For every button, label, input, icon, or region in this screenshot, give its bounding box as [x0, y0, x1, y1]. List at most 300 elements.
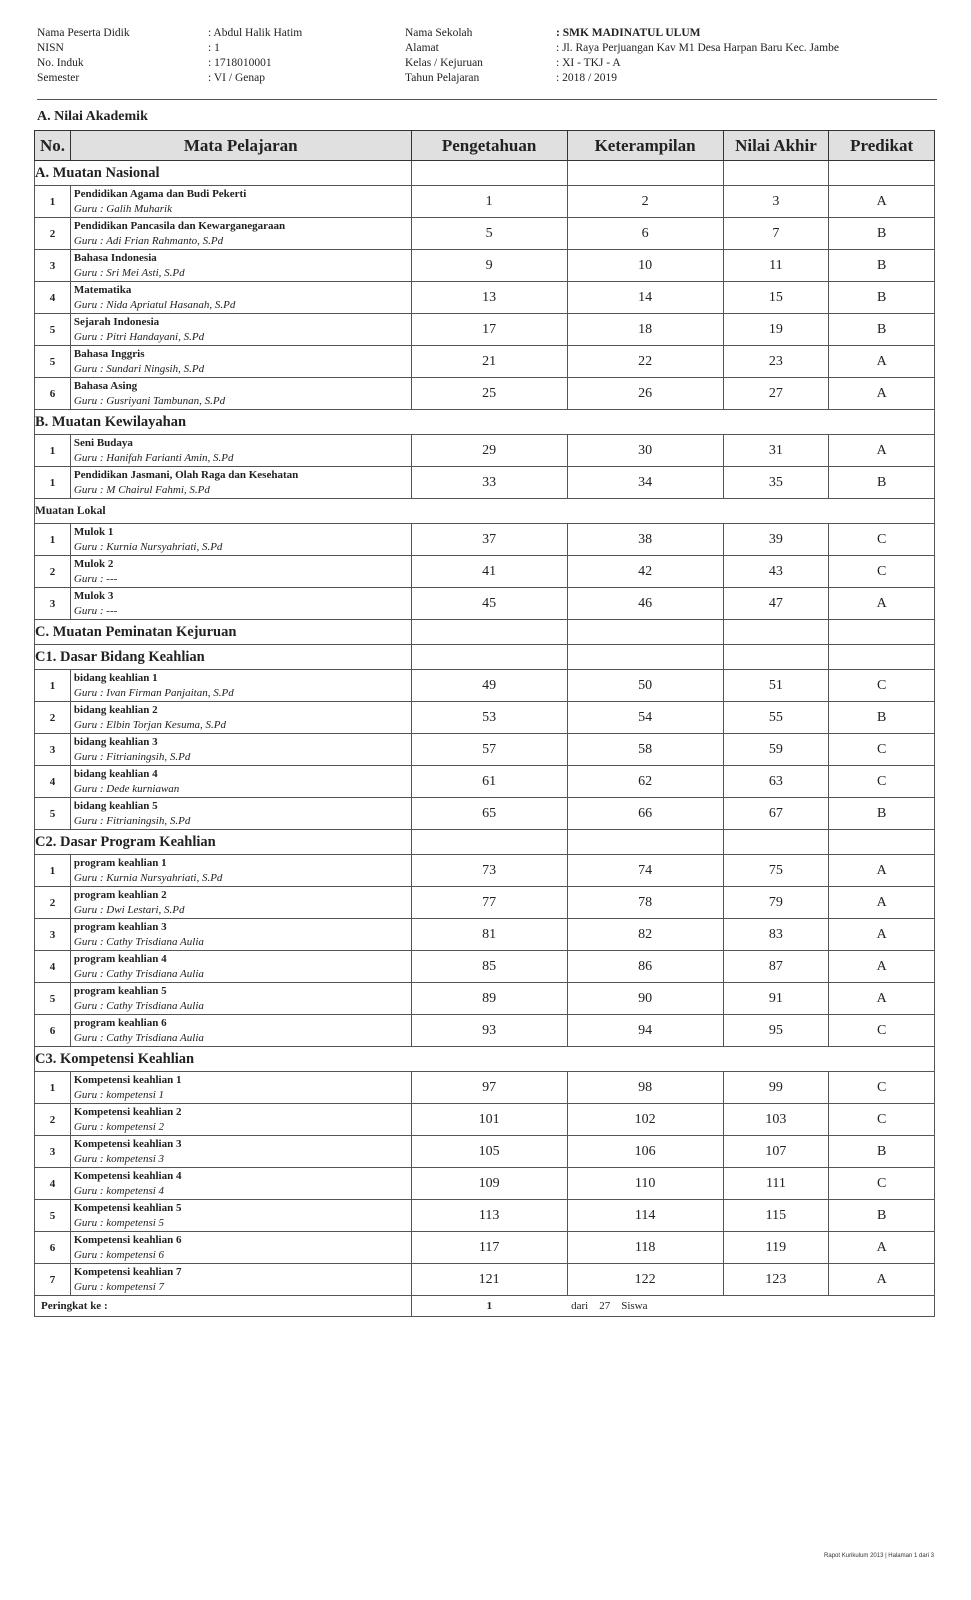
label-nama-peserta: Nama Peserta Didik	[37, 27, 130, 39]
predikat-grade: A	[829, 1232, 935, 1264]
score-nilai-akhir: 111	[723, 1168, 829, 1200]
subject-name: Pendidikan Agama dan Budi Pekerti	[73, 187, 247, 200]
subject-cell	[70, 1200, 411, 1232]
score-pengetahuan: 109	[411, 1168, 567, 1200]
score-keterampilan: 86	[567, 951, 723, 983]
table-row	[35, 1168, 935, 1200]
header-right-labels	[405, 26, 483, 86]
score-keterampilan: 2	[567, 186, 723, 218]
predikat-grade: B	[829, 218, 935, 250]
teacher-name: Guru : kompetensi 2	[73, 1120, 165, 1133]
subject-name: program keahlian 1	[73, 856, 167, 869]
subject-cell	[70, 1015, 411, 1047]
ranking-unit: Siswa	[621, 1300, 648, 1312]
empty-cell	[829, 645, 935, 670]
subject-name: Kompetensi keahlian 6	[73, 1233, 182, 1246]
subject-name: program keahlian 4	[73, 952, 167, 965]
subject-cell	[70, 1168, 411, 1200]
label-tahun: Tahun Pelajaran	[405, 72, 480, 84]
row-number: 6	[35, 378, 71, 410]
score-pengetahuan: 57	[411, 734, 567, 766]
row-number: 6	[35, 1015, 71, 1047]
predikat-grade: C	[829, 1168, 935, 1200]
score-pengetahuan: 25	[411, 378, 567, 410]
col-header-predikat: Predikat	[829, 131, 935, 161]
teacher-name: Guru : Fitrianingsih, S.Pd	[73, 750, 191, 763]
score-nilai-akhir: 35	[723, 467, 829, 499]
table-row	[35, 314, 935, 346]
predikat-grade: C	[829, 1015, 935, 1047]
score-nilai-akhir: 63	[723, 766, 829, 798]
predikat-grade: B	[829, 1200, 935, 1232]
value-nisn: : 1	[208, 42, 220, 54]
subject-name: program keahlian 3	[73, 920, 167, 933]
row-number: 4	[35, 1168, 71, 1200]
score-pengetahuan: 41	[411, 556, 567, 588]
category-label: A. Muatan Nasional	[35, 161, 412, 186]
subject-cell	[70, 702, 411, 734]
subject-name: bidang keahlian 5	[73, 799, 158, 812]
score-keterampilan: 106	[567, 1136, 723, 1168]
subject-cell	[70, 218, 411, 250]
row-number: 3	[35, 250, 71, 282]
teacher-name: Guru : Elbin Torjan Kesuma, S.Pd	[73, 718, 226, 731]
score-keterampilan: 102	[567, 1104, 723, 1136]
table-row	[35, 346, 935, 378]
value-tahun: : 2018 / 2019	[556, 72, 618, 84]
label-nisn: NISN	[37, 42, 64, 54]
row-number: 3	[35, 919, 71, 951]
subject-cell	[70, 1104, 411, 1136]
score-nilai-akhir: 99	[723, 1072, 829, 1104]
score-pengetahuan: 49	[411, 670, 567, 702]
score-pengetahuan: 65	[411, 798, 567, 830]
subject-cell	[70, 1232, 411, 1264]
score-nilai-akhir: 91	[723, 983, 829, 1015]
value-kelas: : XI - TKJ - A	[556, 57, 621, 69]
col-header-pengetahuan: Pengetahuan	[411, 131, 567, 161]
category-label: B. Muatan Kewilayahan	[35, 410, 935, 435]
row-number: 1	[35, 186, 71, 218]
subject-cell	[70, 1072, 411, 1104]
predikat-grade: C	[829, 670, 935, 702]
row-number: 1	[35, 670, 71, 702]
score-keterampilan: 18	[567, 314, 723, 346]
score-keterampilan: 10	[567, 250, 723, 282]
header-right-values	[556, 26, 839, 86]
score-keterampilan: 46	[567, 588, 723, 620]
grades-table	[34, 130, 935, 1317]
score-pengetahuan: 73	[411, 855, 567, 887]
score-pengetahuan: 113	[411, 1200, 567, 1232]
score-pengetahuan: 45	[411, 588, 567, 620]
teacher-name: Guru : Cathy Trisdiana Aulia	[73, 999, 204, 1012]
score-keterampilan: 110	[567, 1168, 723, 1200]
table-row	[35, 798, 935, 830]
subject-name: bidang keahlian 4	[73, 767, 158, 780]
header-divider	[37, 99, 937, 100]
row-number: 1	[35, 435, 71, 467]
score-pengetahuan: 53	[411, 702, 567, 734]
col-header-no: No.	[35, 131, 71, 161]
subject-name: Pendidikan Jasmani, Olah Raga dan Kesehatan	[73, 468, 299, 481]
score-nilai-akhir: 59	[723, 734, 829, 766]
teacher-name: Guru : Dede kurniawan	[73, 782, 180, 795]
predikat-grade: A	[829, 983, 935, 1015]
row-number: 2	[35, 887, 71, 919]
subject-name: program keahlian 5	[73, 984, 167, 997]
subject-name: Pendidikan Pancasila dan Kewarganegaraan	[73, 219, 286, 232]
teacher-name: Guru : ---	[73, 604, 118, 617]
predikat-grade: A	[829, 855, 935, 887]
score-pengetahuan: 97	[411, 1072, 567, 1104]
predikat-grade: C	[829, 556, 935, 588]
score-pengetahuan: 17	[411, 314, 567, 346]
score-nilai-akhir: 83	[723, 919, 829, 951]
subject-name: Mulok 3	[73, 589, 114, 602]
empty-cell	[829, 830, 935, 855]
score-pengetahuan: 85	[411, 951, 567, 983]
score-pengetahuan: 61	[411, 766, 567, 798]
row-number: 4	[35, 951, 71, 983]
table-row	[35, 1232, 935, 1264]
ranking-of-total	[567, 1296, 934, 1317]
score-keterampilan: 54	[567, 702, 723, 734]
teacher-name: Guru : Adi Frian Rahmanto, S.Pd	[73, 234, 224, 247]
subject-cell	[70, 346, 411, 378]
teacher-name: Guru : Galih Muharik	[73, 202, 172, 215]
empty-cell	[723, 620, 829, 645]
subject-cell	[70, 766, 411, 798]
score-pengetahuan: 89	[411, 983, 567, 1015]
category-row	[35, 645, 935, 670]
empty-cell	[411, 645, 567, 670]
empty-cell	[411, 830, 567, 855]
predikat-grade: A	[829, 919, 935, 951]
predikat-grade: B	[829, 798, 935, 830]
predikat-grade: B	[829, 282, 935, 314]
ranking-label: Peringkat ke :	[35, 1296, 412, 1317]
score-nilai-akhir: 107	[723, 1136, 829, 1168]
empty-cell	[567, 830, 723, 855]
score-keterampilan: 14	[567, 282, 723, 314]
score-nilai-akhir: 11	[723, 250, 829, 282]
score-keterampilan: 82	[567, 919, 723, 951]
category-row	[35, 161, 935, 186]
predikat-grade: C	[829, 1072, 935, 1104]
row-number: 1	[35, 1072, 71, 1104]
subject-name: Bahasa Inggris	[73, 347, 145, 360]
subject-cell	[70, 1136, 411, 1168]
subject-name: program keahlian 6	[73, 1016, 167, 1029]
ranking-value: 1	[411, 1296, 567, 1317]
subject-name: Seni Budaya	[73, 436, 133, 449]
score-pengetahuan: 33	[411, 467, 567, 499]
ranking-of: dari	[571, 1300, 589, 1312]
section-title: A. Nilai Akademik	[37, 109, 148, 124]
predikat-grade: A	[829, 951, 935, 983]
header-left-labels	[37, 26, 130, 86]
value-no-induk: : 1718010001	[208, 57, 272, 69]
label-nama-sekolah: Nama Sekolah	[405, 27, 473, 39]
subject-name: program keahlian 2	[73, 888, 167, 901]
subject-cell	[70, 556, 411, 588]
subject-name: Mulok 1	[73, 525, 114, 538]
score-keterampilan: 94	[567, 1015, 723, 1047]
score-keterampilan: 98	[567, 1072, 723, 1104]
ranking-total: 27	[599, 1300, 611, 1312]
table-row	[35, 524, 935, 556]
subject-name: Kompetensi keahlian 7	[73, 1265, 182, 1278]
subject-cell	[70, 250, 411, 282]
score-nilai-akhir: 119	[723, 1232, 829, 1264]
teacher-name: Guru : kompetensi 5	[73, 1216, 165, 1229]
teacher-name: Guru : Cathy Trisdiana Aulia	[73, 967, 204, 980]
score-nilai-akhir: 75	[723, 855, 829, 887]
teacher-name: Guru : Kurnia Nursyahriati, S.Pd	[73, 871, 223, 884]
score-nilai-akhir: 47	[723, 588, 829, 620]
score-keterampilan: 50	[567, 670, 723, 702]
table-body	[35, 161, 935, 1296]
subject-cell	[70, 588, 411, 620]
predikat-grade: A	[829, 435, 935, 467]
row-number: 2	[35, 702, 71, 734]
value-alamat: : Jl. Raya Perjuangan Kav M1 Desa Harpan Baru Kec. Jambe	[556, 42, 839, 54]
subject-cell	[70, 314, 411, 346]
category-row	[35, 830, 935, 855]
score-nilai-akhir: 51	[723, 670, 829, 702]
table-row	[35, 1015, 935, 1047]
table-row	[35, 556, 935, 588]
category-row	[35, 620, 935, 645]
score-keterampilan: 34	[567, 467, 723, 499]
predikat-grade: B	[829, 702, 935, 734]
predikat-grade: B	[829, 314, 935, 346]
table-row	[35, 467, 935, 499]
row-number: 5	[35, 798, 71, 830]
label-kelas: Kelas / Kejuruan	[405, 57, 483, 69]
category-row	[35, 499, 935, 524]
subject-cell	[70, 734, 411, 766]
teacher-name: Guru : Cathy Trisdiana Aulia	[73, 1031, 204, 1044]
score-pengetahuan: 101	[411, 1104, 567, 1136]
subject-name: Bahasa Indonesia	[73, 251, 157, 264]
score-pengetahuan: 121	[411, 1264, 567, 1296]
predikat-grade: C	[829, 734, 935, 766]
subject-cell	[70, 855, 411, 887]
score-pengetahuan: 9	[411, 250, 567, 282]
row-number: 3	[35, 588, 71, 620]
score-nilai-akhir: 95	[723, 1015, 829, 1047]
teacher-name: Guru : Pitri Handayani, S.Pd	[73, 330, 205, 343]
table-row	[35, 218, 935, 250]
row-number: 5	[35, 1200, 71, 1232]
label-no-induk: No. Induk	[37, 57, 84, 69]
table-row	[35, 378, 935, 410]
col-header-nilai-akhir: Nilai Akhir	[723, 131, 829, 161]
row-number: 4	[35, 766, 71, 798]
row-number: 3	[35, 1136, 71, 1168]
row-number: 5	[35, 314, 71, 346]
subject-name: Kompetensi keahlian 3	[73, 1137, 182, 1150]
subject-name: Kompetensi keahlian 2	[73, 1105, 182, 1118]
row-number: 1	[35, 467, 71, 499]
subject-name: bidang keahlian 3	[73, 735, 158, 748]
table-row	[35, 734, 935, 766]
teacher-name: Guru : Cathy Trisdiana Aulia	[73, 935, 204, 948]
score-nilai-akhir: 115	[723, 1200, 829, 1232]
teacher-name: Guru : Kurnia Nursyahriati, S.Pd	[73, 540, 223, 553]
score-nilai-akhir: 67	[723, 798, 829, 830]
subject-cell	[70, 282, 411, 314]
score-keterampilan: 114	[567, 1200, 723, 1232]
score-keterampilan: 26	[567, 378, 723, 410]
teacher-name: Guru : Fitrianingsih, S.Pd	[73, 814, 191, 827]
empty-cell	[567, 620, 723, 645]
subject-cell	[70, 524, 411, 556]
table-row	[35, 887, 935, 919]
predikat-grade: A	[829, 346, 935, 378]
score-keterampilan: 38	[567, 524, 723, 556]
table-row	[35, 670, 935, 702]
empty-cell	[723, 645, 829, 670]
score-nilai-akhir: 7	[723, 218, 829, 250]
score-keterampilan: 74	[567, 855, 723, 887]
predikat-grade: B	[829, 250, 935, 282]
table-row	[35, 1200, 935, 1232]
empty-cell	[567, 645, 723, 670]
row-number: 5	[35, 346, 71, 378]
predikat-grade: A	[829, 887, 935, 919]
score-pengetahuan: 77	[411, 887, 567, 919]
score-pengetahuan: 21	[411, 346, 567, 378]
teacher-name: Guru : kompetensi 6	[73, 1248, 165, 1261]
predikat-grade: A	[829, 378, 935, 410]
category-label: Muatan Lokal	[35, 499, 935, 524]
subject-cell	[70, 186, 411, 218]
subject-name: bidang keahlian 1	[73, 671, 158, 684]
score-nilai-akhir: 15	[723, 282, 829, 314]
table-row	[35, 250, 935, 282]
teacher-name: Guru : Nida Apriatul Hasanah, S.Pd	[73, 298, 236, 311]
score-keterampilan: 58	[567, 734, 723, 766]
predikat-grade: A	[829, 588, 935, 620]
table-row	[35, 702, 935, 734]
subject-name: Sejarah Indonesia	[73, 315, 160, 328]
subject-name: Kompetensi keahlian 1	[73, 1073, 182, 1086]
category-label: C3. Kompetensi Keahlian	[35, 1047, 935, 1072]
table-row	[35, 983, 935, 1015]
score-pengetahuan: 37	[411, 524, 567, 556]
table-row	[35, 919, 935, 951]
predikat-grade: C	[829, 524, 935, 556]
table-row	[35, 951, 935, 983]
score-nilai-akhir: 19	[723, 314, 829, 346]
table-row	[35, 1136, 935, 1168]
row-number: 6	[35, 1232, 71, 1264]
score-nilai-akhir: 103	[723, 1104, 829, 1136]
row-number: 2	[35, 556, 71, 588]
subject-name: Kompetensi keahlian 5	[73, 1201, 182, 1214]
subject-cell	[70, 378, 411, 410]
subject-name: bidang keahlian 2	[73, 703, 158, 716]
empty-cell	[411, 161, 567, 186]
score-keterampilan: 78	[567, 887, 723, 919]
score-nilai-akhir: 55	[723, 702, 829, 734]
teacher-name: Guru : Sundari Ningsih, S.Pd	[73, 362, 205, 375]
empty-cell	[829, 620, 935, 645]
teacher-name: Guru : Ivan Firman Panjaitan, S.Pd	[73, 686, 234, 699]
score-nilai-akhir: 31	[723, 435, 829, 467]
predikat-grade: A	[829, 186, 935, 218]
ranking-row	[35, 1296, 935, 1317]
subject-cell	[70, 670, 411, 702]
category-row	[35, 410, 935, 435]
score-nilai-akhir: 23	[723, 346, 829, 378]
row-number: 1	[35, 855, 71, 887]
teacher-name: Guru : kompetensi 4	[73, 1184, 165, 1197]
row-number: 3	[35, 734, 71, 766]
score-pengetahuan: 105	[411, 1136, 567, 1168]
score-nilai-akhir: 27	[723, 378, 829, 410]
predikat-grade: A	[829, 1264, 935, 1296]
label-alamat: Alamat	[405, 42, 439, 54]
row-number: 7	[35, 1264, 71, 1296]
score-keterampilan: 6	[567, 218, 723, 250]
subject-name: Bahasa Asing	[73, 379, 138, 392]
label-semester: Semester	[37, 72, 80, 84]
empty-cell	[723, 830, 829, 855]
score-nilai-akhir: 87	[723, 951, 829, 983]
score-keterampilan: 42	[567, 556, 723, 588]
subject-name: Mulok 2	[73, 557, 114, 570]
row-number: 2	[35, 218, 71, 250]
score-keterampilan: 22	[567, 346, 723, 378]
score-keterampilan: 66	[567, 798, 723, 830]
value-nama-sekolah: : SMK MADINATUL ULUM	[556, 27, 701, 39]
teacher-name: Guru : M Chairul Fahmi, S.Pd	[73, 483, 210, 496]
score-pengetahuan: 81	[411, 919, 567, 951]
empty-cell	[829, 161, 935, 186]
table-row	[35, 282, 935, 314]
subject-cell	[70, 951, 411, 983]
teacher-name: Guru : kompetensi 1	[73, 1088, 165, 1101]
score-pengetahuan: 29	[411, 435, 567, 467]
category-label: C. Muatan Peminatan Kejuruan	[35, 620, 412, 645]
table-header-row	[35, 131, 935, 161]
score-pengetahuan: 13	[411, 282, 567, 314]
subject-name: Matematika	[73, 283, 132, 296]
header-left-values	[208, 26, 302, 86]
value-nama-peserta: : Abdul Halik Hatim	[208, 27, 303, 39]
predikat-grade: C	[829, 1104, 935, 1136]
table-row	[35, 1264, 935, 1296]
row-number: 5	[35, 983, 71, 1015]
row-number: 2	[35, 1104, 71, 1136]
score-pengetahuan: 5	[411, 218, 567, 250]
subject-cell	[70, 887, 411, 919]
score-keterampilan: 90	[567, 983, 723, 1015]
table-row	[35, 435, 935, 467]
score-nilai-akhir: 3	[723, 186, 829, 218]
teacher-name: Guru : Sri Mei Asti, S.Pd	[73, 266, 185, 279]
subject-cell	[70, 798, 411, 830]
value-semester: : VI / Genap	[208, 72, 265, 84]
category-label: C2. Dasar Program Keahlian	[35, 830, 412, 855]
score-nilai-akhir: 79	[723, 887, 829, 919]
table-row	[35, 1104, 935, 1136]
page-footer: Rapot Kurikulum 2013 | Halaman 1 dari 3	[824, 1553, 934, 1559]
